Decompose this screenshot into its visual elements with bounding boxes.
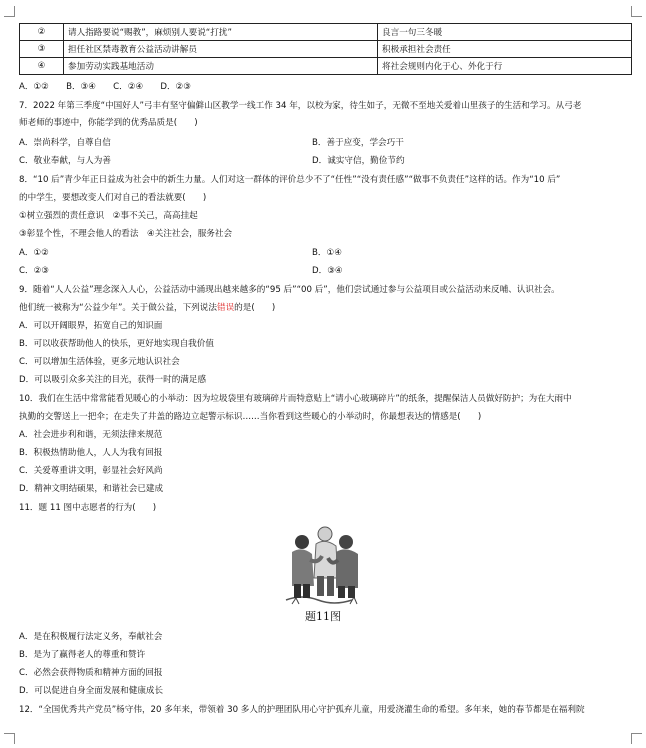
q9-stem-tail: 的是( ) bbox=[234, 303, 276, 313]
table-cell-behavior: 参加劳动实践基地活动 bbox=[64, 58, 378, 75]
q7-option-b: B．善于应变，学会巧干 bbox=[312, 138, 404, 148]
q8-stem-line2: 的中学生，要想改变人们对自己的看法就要( ) bbox=[19, 193, 207, 203]
q11-option-a: A．是在积极履行法定义务，奉献社会 bbox=[19, 632, 163, 642]
table-cell-meaning: 积极承担社会责任 bbox=[378, 41, 632, 58]
crop-mark-top-left bbox=[4, 6, 15, 17]
q10-option-b: B．积极热情助他人，人人为我有回报 bbox=[19, 448, 163, 458]
q9-option-d: D．可以吸引众多关注的目光，获得一时的满足感 bbox=[19, 375, 207, 385]
q9-stem-line2 bbox=[19, 302, 275, 314]
table-cell-num: ④ bbox=[20, 58, 64, 75]
crop-mark-bottom-right bbox=[631, 733, 642, 744]
q10-option-a: A．社会进步利和谐，无须法律来规范 bbox=[19, 430, 163, 440]
crop-mark-bottom-left bbox=[4, 733, 15, 744]
table-cell-num: ② bbox=[20, 24, 64, 41]
table-cell-behavior: 请人指路要说“赐教”，麻烦别人要说“打扰” bbox=[64, 24, 378, 41]
crop-mark-top-right bbox=[631, 6, 642, 17]
figure-caption: 题11图 bbox=[305, 610, 341, 623]
q12-stem-line1: 12．“全国优秀共产党员”杨守伟，20 多年来，带领着 30 多人的护理团队用心守护孤弃儿童，用爱浇灌生命的希望。多年来，她的春节都是在福利院 bbox=[19, 705, 585, 715]
q9-stem-line1: 9．随着“人人公益”理念深入人心，公益活动中涌现出越来越多的“95 后”“00 后”，他们尝试通过参与公益项目或公益活动来反哺、认识社会。 bbox=[19, 285, 560, 295]
table-cell-behavior: 担任社区禁毒教育公益活动讲解员 bbox=[64, 41, 378, 58]
q8-stem-line1: 8．“10 后”青少年正日益成为社会中的新生力量。人们对这一群体的评价总少不了“任性”“没有责任感”“做事不负责任”这样的话。作为“10 后” bbox=[19, 175, 561, 185]
q10-stem-line1: 10．我们在生活中常常能看见暖心的小举动：因为垃圾袋里有玻璃碎片而特意贴上“请小心玻璃碎片”的纸条，提醒保洁人员做好防护；为在大雨中 bbox=[19, 394, 572, 404]
table-cell-meaning: 将社会规则内化于心、外化于行 bbox=[378, 58, 632, 75]
q10-option-d: D．精神文明结硕果，和谐社会已建成 bbox=[19, 484, 164, 494]
q7-option-d: D．诚实守信，勤俭节约 bbox=[312, 156, 405, 166]
q10-option-c: C．关爱尊重讲文明，彰显社会好风尚 bbox=[19, 466, 163, 476]
q8-option-b: B．①④ bbox=[312, 248, 342, 258]
q9-option-a: A．可以开阔眼界，拓宽自己的知识面 bbox=[19, 321, 163, 331]
q6-option-table bbox=[19, 23, 632, 75]
q8-item-line1: ①树立强烈的责任意识 ②事不关己，高高挂起 bbox=[19, 211, 198, 221]
q8-option-d: D．③④ bbox=[312, 266, 343, 276]
q9-stem-text: 他们统一被称为“公益少年”。关于做公益，下列说法 bbox=[19, 303, 217, 313]
table-row bbox=[20, 24, 632, 41]
q11-option-c: C．必然会获得物质和精神方面的回报 bbox=[19, 668, 163, 678]
q8-option-c: C．②③ bbox=[19, 266, 50, 276]
volunteers-helping-elderly-illustration bbox=[282, 520, 368, 606]
q7-option-c: C．敬业奉献，与人为善 bbox=[19, 156, 111, 166]
q7-stem-line2: 师老师的事迹中，你能学到的优秀品质是( ) bbox=[19, 118, 198, 128]
q9-option-c: C．可以增加生活体验，更多元地认识社会 bbox=[19, 357, 180, 367]
q7-option-a: A．崇尚科学，自尊自信 bbox=[19, 138, 111, 148]
table-cell-num: ③ bbox=[20, 41, 64, 58]
table-row bbox=[20, 41, 632, 58]
q11-option-b: B．是为了赢得老人的尊重和赞许 bbox=[19, 650, 146, 660]
q10-stem-line2: 执勤的交警送上一把伞；在走失了井盖的路边立起警示标识……当你看到这些暖心的小举动时，你最想表达的情感是( ) bbox=[19, 412, 482, 422]
q8-option-a: A．①② bbox=[19, 248, 49, 258]
q9-emphasis-word: 错误 bbox=[216, 303, 235, 313]
q11-option-d: D．可以促进自身全面发展和健康成长 bbox=[19, 686, 164, 696]
q6-options: A．①② B．③④ C．②④ D．②③ bbox=[19, 82, 191, 92]
q8-item-line2: ③彰显个性，不理会他人的看法 ④关注社会，服务社会 bbox=[19, 229, 233, 239]
q9-option-b: B．可以收获帮助他人的快乐，更好地实现自我价值 bbox=[19, 339, 214, 349]
q7-stem-line1: 7．2022 年第三季度“中国好人”弓丰有坚守偏僻山区教学一线工作 34 年，以校为家，待生如子，无微不至地关爱着山里孩子的生活和学习。从弓老 bbox=[19, 101, 582, 111]
q11-stem: 11．题 11 图中志愿者的行为( ) bbox=[19, 503, 157, 513]
table-row bbox=[20, 58, 632, 75]
table-cell-meaning: 良言一句三冬暖 bbox=[378, 24, 632, 41]
